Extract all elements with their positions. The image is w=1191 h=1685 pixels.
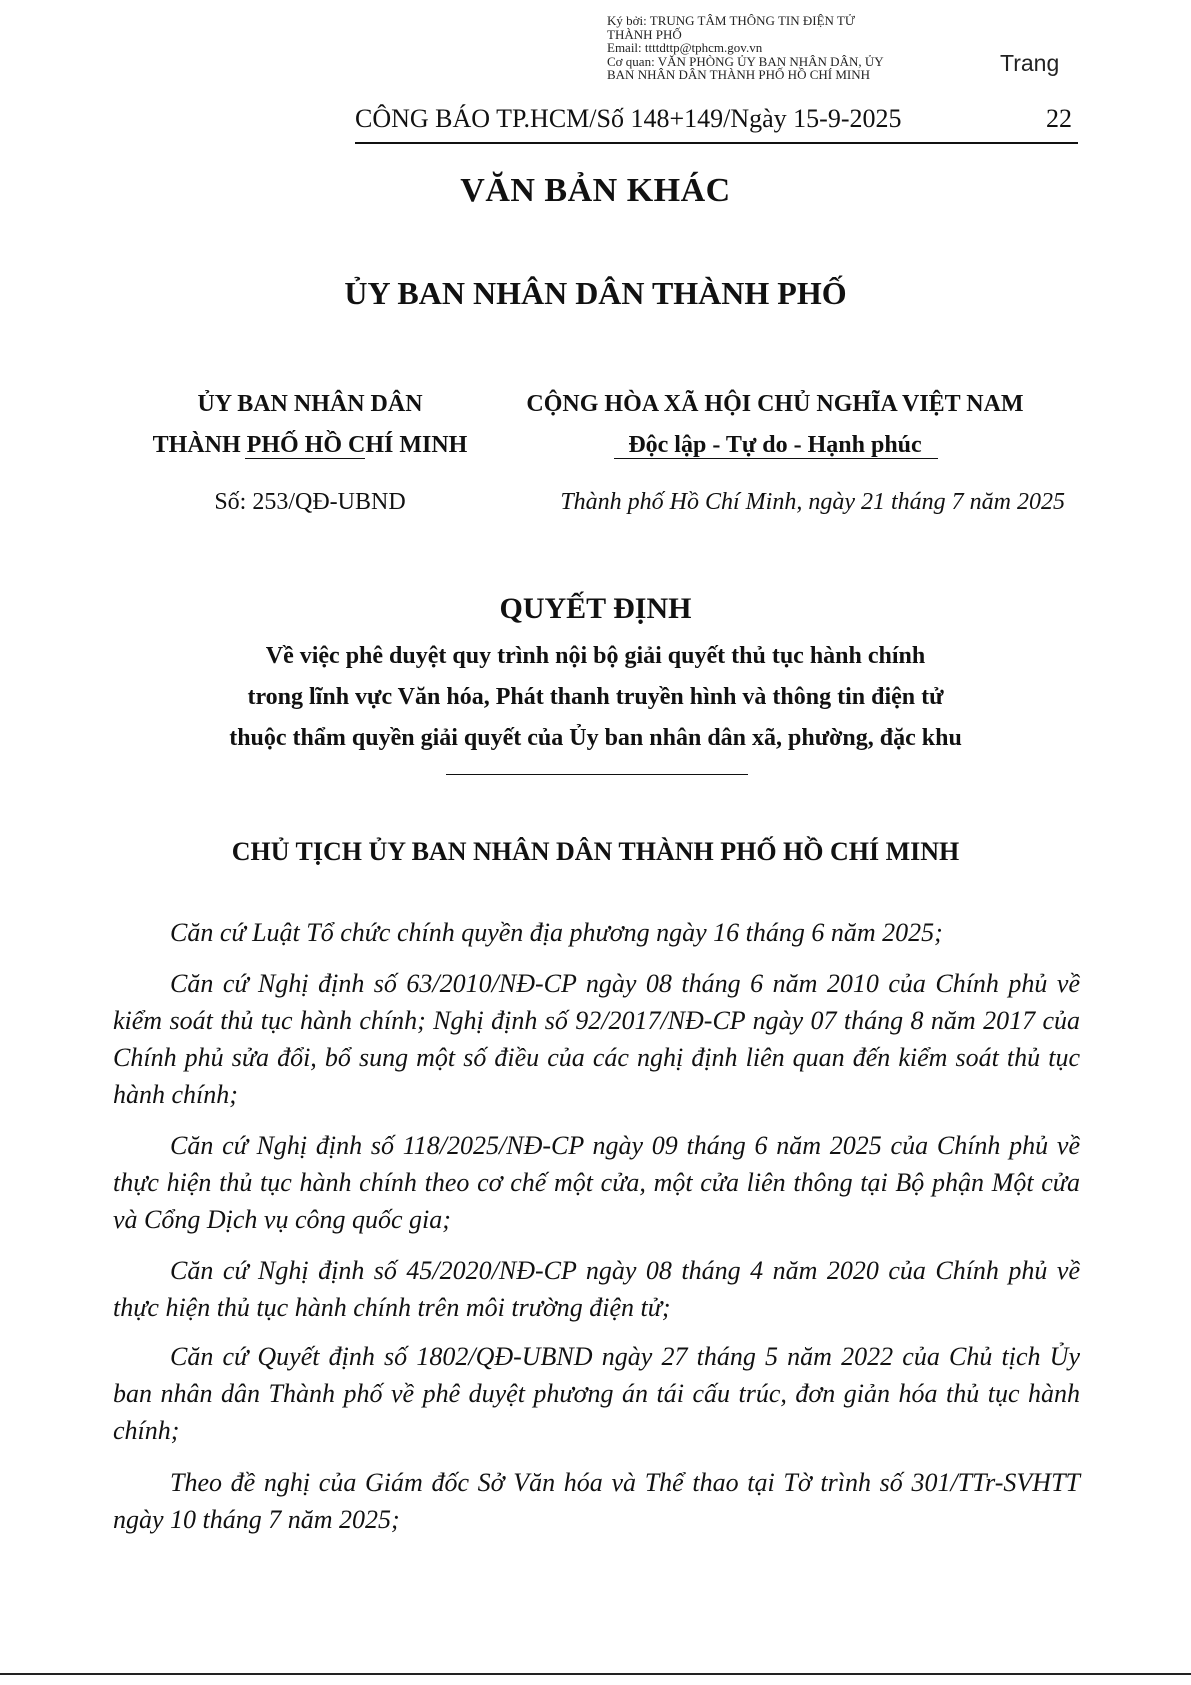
nation-motto: Độc lập - Tự do - Hạnh phúc	[628, 432, 922, 458]
signed-by-line-cont: THÀNH PHỐ	[607, 26, 682, 42]
signed-by-line: Ký bởi: TRUNG TÂM THÔNG TIN ĐIỆN TỬ	[607, 13, 855, 28]
decision-subject	[80, 636, 1111, 759]
legal-basis-paragraph: Căn cứ Nghị định số 45/2020/NĐ-CP ngày 08 tháng 4 năm 2020 của Chính phủ về thực hiện thủ tục hành chính trên môi trường điện tử;	[113, 1256, 1080, 1322]
legal-basis-paragraph: Căn cứ Quyết định số 1802/QĐ-UBND ngày 27 tháng 5 năm 2022 của Chủ tịch Ủy ban nhân dân Thành phố về phê duyệt phương án tái cấu trúc, đơn giản hóa thủ tục hành chính;	[113, 1342, 1080, 1445]
motto-underline	[614, 458, 938, 459]
page-label: Trang	[1000, 50, 1060, 76]
legal-basis-paragraph: Căn cứ Luật Tổ chức chính quyền địa phương ngày 16 tháng 6 năm 2025;	[170, 918, 943, 947]
section-title: VĂN BẢN KHÁC	[460, 172, 731, 209]
place-and-date: Thành phố Hồ Chí Minh, ngày 21 tháng 7 năm 2025	[560, 489, 1065, 515]
signer-agency-cont: BAN NHÂN DÂN THÀNH PHỐ HỒ CHÍ MINH	[607, 67, 871, 82]
digital-signature-info	[607, 14, 967, 82]
page-number: 22	[1046, 104, 1072, 133]
organization-block	[110, 384, 510, 466]
nation-name: CỘNG HÒA XÃ HỘI CHỦ NGHĨA VIỆT NAM	[526, 391, 1024, 417]
page-bottom-edge	[0, 1673, 1191, 1675]
header-divider	[355, 142, 1078, 144]
signer-agency: Cơ quan: VĂN PHÒNG ỦY BAN NHÂN DÂN, ỦY	[607, 53, 884, 69]
subject-line-2: trong lĩnh vực Văn hóa, Phát thanh truyền hình và thông tin điện tử	[247, 684, 944, 710]
legal-basis-paragraph: Theo đề nghị của Giám đốc Sở Văn hóa và Thể thao tại Tờ trình số 301/TTr-SVHTT ngày 10 tháng 7 năm 2025;	[113, 1468, 1080, 1534]
national-heading	[505, 384, 1045, 466]
subject-line-1: Về việc phê duyệt quy trình nội bộ giải quyết thủ tục hành chính	[265, 643, 926, 669]
legal-basis-paragraph: Căn cứ Nghị định số 118/2025/NĐ-CP ngày 09 tháng 6 năm 2025 của Chính phủ về thực hiện thủ tục hành chính theo cơ chế một cửa, một cửa liên thông tại Bộ phận Một cửa và Cổng Dịch vụ công quốc gia;	[113, 1131, 1080, 1234]
issuer-title: ỦY BAN NHÂN DÂN THÀNH PHỐ	[344, 275, 847, 311]
legal-basis-paragraph: Căn cứ Nghị định số 63/2010/NĐ-CP ngày 08 tháng 6 năm 2010 của Chính phủ về kiểm soát thủ tục hành chính; Nghị định số 92/2017/NĐ-CP ngày 07 tháng 8 năm 2017 của Chính phủ sửa đổi, bổ sung một số điều của các nghị định liên quan đến kiểm soát thủ tục hành chính;	[113, 969, 1080, 1109]
decision-title: QUYẾT ĐỊNH	[499, 592, 692, 625]
organization-line-2: THÀNH PHỐ HỒ CHÍ MINH	[152, 432, 468, 458]
organization-line-1: ỦY BAN NHÂN DÂN	[197, 391, 423, 417]
chair-title: CHỦ TỊCH ỦY BAN NHÂN DÂN THÀNH PHỐ HỒ CHÍ MINH	[231, 837, 960, 866]
gazette-header: CÔNG BÁO TP.HCM/Số 148+149/Ngày 15-9-2025	[355, 104, 902, 133]
signer-email: Email: ttttdttp@tphcm.gov.vn	[607, 40, 763, 55]
subject-divider	[446, 774, 748, 775]
subject-line-3: thuộc thẩm quyền giải quyết của Ủy ban nhân dân xã, phường, đặc khu	[229, 725, 962, 751]
organization-underline	[245, 458, 365, 459]
document-number: Số: 253/QĐ-UBND	[214, 489, 406, 515]
